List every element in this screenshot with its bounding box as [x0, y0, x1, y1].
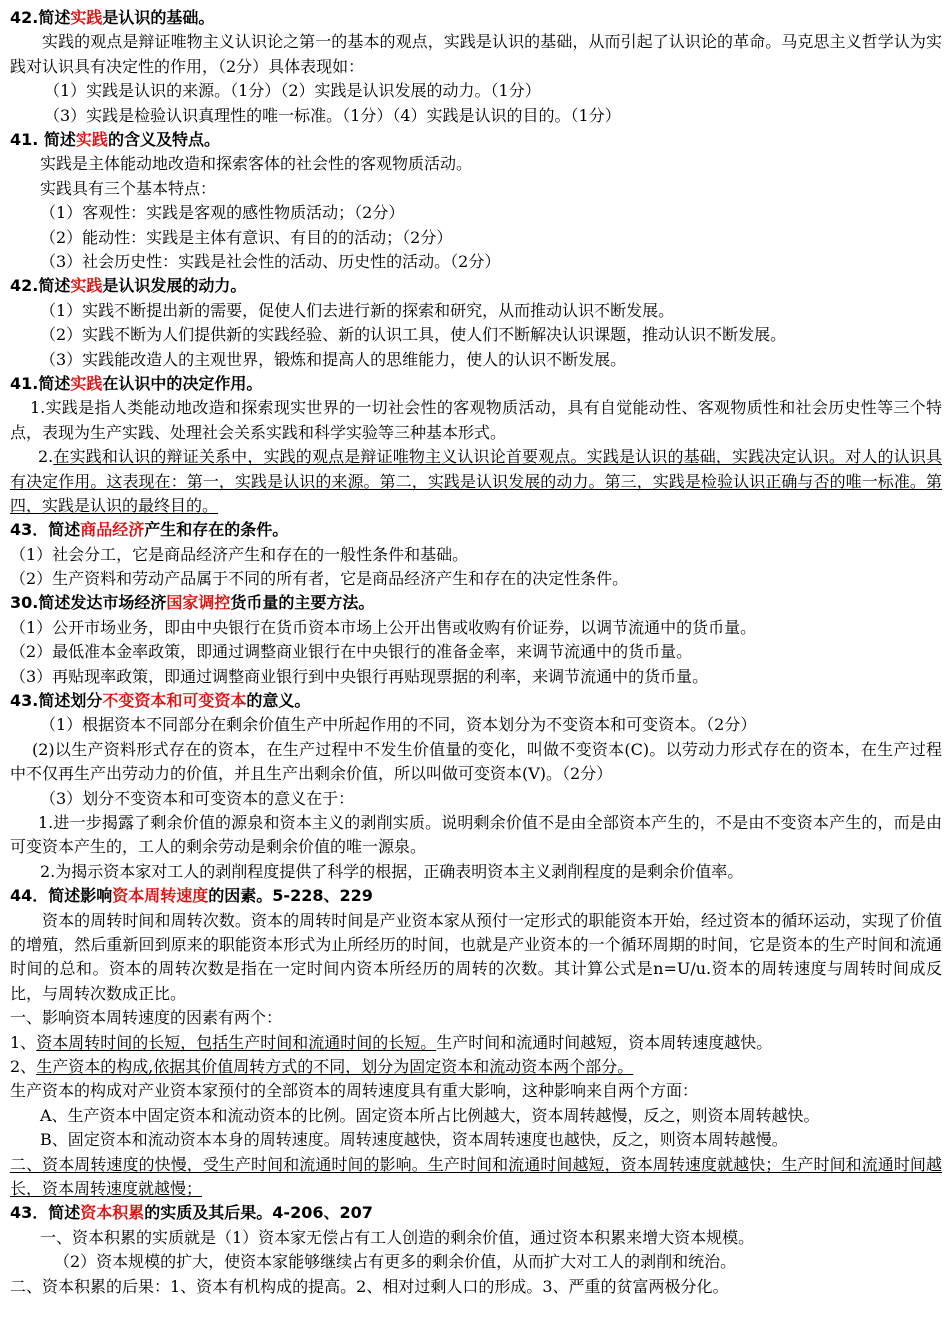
list-item: A、生产资本中固定资本和流动资本的比例。固定资本所占比例越大，资本周转越慢，反之，则资本周转越快。 — [40, 1105, 820, 1125]
keyword: 实践 — [75, 129, 108, 149]
keyword: 国家调控 — [166, 593, 231, 613]
list-item: （1）实践不断提出新的需要，促使人们去进行新的探索和研究，从而推动认识不断发展。 — [40, 300, 675, 320]
text-line: 实践具有三个基本特点： — [40, 178, 217, 198]
heading-practice-foundation: 42.简述实践是认识的基础。 — [10, 8, 215, 27]
text-line: 一、影响资本周转速度的因素有两个： — [10, 1008, 283, 1028]
paragraph: 1.实践是指人类能动地改造和探索现实世界的一切社会性的客观物质活动，具有自觉能动性、客观物质性和社会历史性等三个特点，表现为生产实践、处理社会关系实践和科学实验等三种基本形式。 — [10, 398, 942, 442]
list-item: （3）再贴现率政策，即通过调整商业银行到中央银行再贴现票据的利率，来调节流通中的货币量。 — [10, 666, 709, 686]
paragraph: (2)以生产资料形式存在的资本，在生产过程中不发生价值量的变化，叫做不变资本(C)。以劳动力形式存在的资本，在生产过程中不仅再生产出劳动力的价值，并且生产出剩余价值，所以叫做可变资本(V)。（2分） — [10, 739, 942, 784]
keyword: 实践 — [70, 373, 103, 393]
text-line: 实践是主体能动地改造和探索客体的社会性的客观物质活动。 — [40, 154, 473, 174]
text-line: 二、资本积累的后果：1、资本有机构成的提高。2、相对过剩人口的形成。3、严重的贫富两极分化。 — [10, 1276, 729, 1296]
paragraph: 实践的观点是辩证唯物主义认识论之第一的基本的观点，实践是认识的基础，从而引起了认识论的革命。马克思主义哲学认为实践对认识具有决定性的作用，（2分）具体表现如： — [10, 32, 942, 76]
heading-capital-accumulation: 43．简述资本积累的实质及其后果。4-206、207 — [10, 1203, 373, 1223]
text-line-underlined: 1、资本周转时间的长短，包括生产时间和流通时间的长短。生产时间和流通时间越短，资本周转速度越快。 — [10, 1032, 773, 1052]
list-item: （1）社会分工，它是商品经济产生和存在的一般性条件和基础。 — [10, 544, 469, 564]
list-item: （2）能动性：实践是主体有意识、有目的的活动；（2分） — [40, 227, 453, 247]
heading-constant-variable-capital: 43.简述划分不变资本和可变资本的意义。 — [10, 691, 311, 711]
list-item: （1）实践是认识的来源。（1分）（2）实践是认识发展的动力。（1分） — [44, 81, 541, 101]
text-line: 生产资本的构成对产业资本家预付的全部资本的周转速度具有重大影响，这种影响来自两个方面： — [10, 1081, 699, 1101]
paragraph: 资本的周转时间和周转次数。资本的周转时间是产业资本家从预付一定形式的职能资本开始，经过资本的循环运动，实现了价值的增殖，然后重新回到原来的职能资本形式为止所经历的时间，也就是产业资本的一个循环周期的时间，它是资本的生产时间和流通时间的总和。资本的周转次数是指在一定时间内资本所经历的周转的次数。其计算公式是n=U/u.资本的周转速度与周转时间成反比，与周转次数成正比。 — [10, 910, 942, 1003]
heading-practice-driving-force: 42.简述实践是认识发展的动力。 — [10, 276, 247, 296]
keyword: 不变资本和可变资本 — [102, 691, 247, 711]
paragraph: 1.进一步揭露了剩余价值的源泉和资本主义的剥削实质。说明剩余价值不是由全部资本产生的，不是由不变资本产生的，而是由可变资本产生的，工人的剩余劳动是剩余价值的唯一源泉。 — [10, 813, 942, 857]
heading-practice-meaning: 41. 简述实践的含义及特点。 — [10, 129, 220, 149]
keyword: 实践 — [70, 276, 103, 296]
list-item: （3）实践能改造人的主观世界，锻炼和提高人的思维能力，使人的认识不断发展。 — [40, 349, 627, 369]
list-item: （1）公开市场业务，即由中央银行在货币资本市场上公开出售或收购有价证券，以调节流通中的货币量。 — [10, 617, 757, 637]
list-item: （1）根据资本不同部分在剩余价值生产中所起作用的不同，资本划分为不变资本和可变资本。（2分） — [40, 715, 757, 735]
keyword: 资本周转速度 — [112, 886, 209, 906]
keyword: 商品经济 — [80, 520, 145, 540]
keyword: 实践 — [70, 8, 103, 27]
list-item: 2.为揭示资本家对工人的剥削程度提供了科学的根据，正确表明资本主义剥削程度的是剩余价值率。 — [40, 861, 744, 881]
heading-commodity-economy: 43．简述商品经济产生和存在的条件。 — [10, 520, 289, 540]
list-item: （3）划分不变资本和可变资本的意义在于： — [40, 788, 355, 808]
keyword: 资本积累 — [80, 1203, 145, 1223]
list-item: B、固定资本和流动资本本身的周转速度。周转速度越快，资本周转速度也越快，反之，则资本周转越慢。 — [40, 1130, 788, 1150]
paragraph-underlined: 二、资本周转速度的快慢，受生产时间和流通时间的影响。生产时间和流通时间越短，资本周转速度就越快；生产时间和流通时间越长，资本周转速度就越慢； — [10, 1154, 942, 1198]
list-item: （2）生产资料和劳动产品属于不同的所有者，它是商品经济产生和存在的决定性条件。 — [10, 569, 629, 589]
list-item: （1）客观性：实践是客观的感性物质活动；（2分） — [40, 203, 405, 223]
heading-money-control: 30.简述发达市场经济国家调控货币量的主要方法。 — [10, 593, 375, 613]
list-item: （2）最低准本金率政策，即通过调整商业银行在中央银行的准备金率，来调节流通中的货币量。 — [10, 642, 693, 662]
text-line-underlined: 2、生产资本的构成,依据其价值周转方式的不同，划分为固定资本和流动资本两个部分。 — [10, 1057, 634, 1077]
list-item: （3）社会历史性：实践是社会性的活动、历史性的活动。（2分） — [40, 251, 501, 271]
paragraph-underlined: 2.在实践和认识的辩证关系中，实践的观点是辩证唯物主义认识论首要观点。实践是认识的基础，实践决定认识。对人的认识具有决定作用。这表现在：第一，实践是认识的来源。第二，实践是认识发展的动力。第三，实践是检验认识正确与否的唯一标准。第四，实践是认识的最终目的。 — [10, 447, 942, 515]
text-line: （2）资本规模的扩大，使资本家能够继续占有更多的剩余价值，从而扩大对工人的剥削和统治。 — [54, 1252, 737, 1272]
heading-capital-turnover: 44．简述影响资本周转速度的因素。5-228、229 — [10, 886, 373, 906]
heading-practice-decisive-role: 41.简述实践在认识中的决定作用。 — [10, 373, 263, 393]
text-line: 一、资本积累的实质就是（1）资本家无偿占有工人创造的剩余价值，通过资本积累来增大资本规模。 — [40, 1227, 755, 1247]
list-item: （3）实践是检验认识真理性的唯一标准。（1分）（4）实践是认识的目的。（1分） — [44, 105, 621, 125]
list-item: （2）实践不断为人们提供新的实践经验、新的认识工具，使人们不断解决认识课题，推动认识不断发展。 — [40, 325, 787, 345]
